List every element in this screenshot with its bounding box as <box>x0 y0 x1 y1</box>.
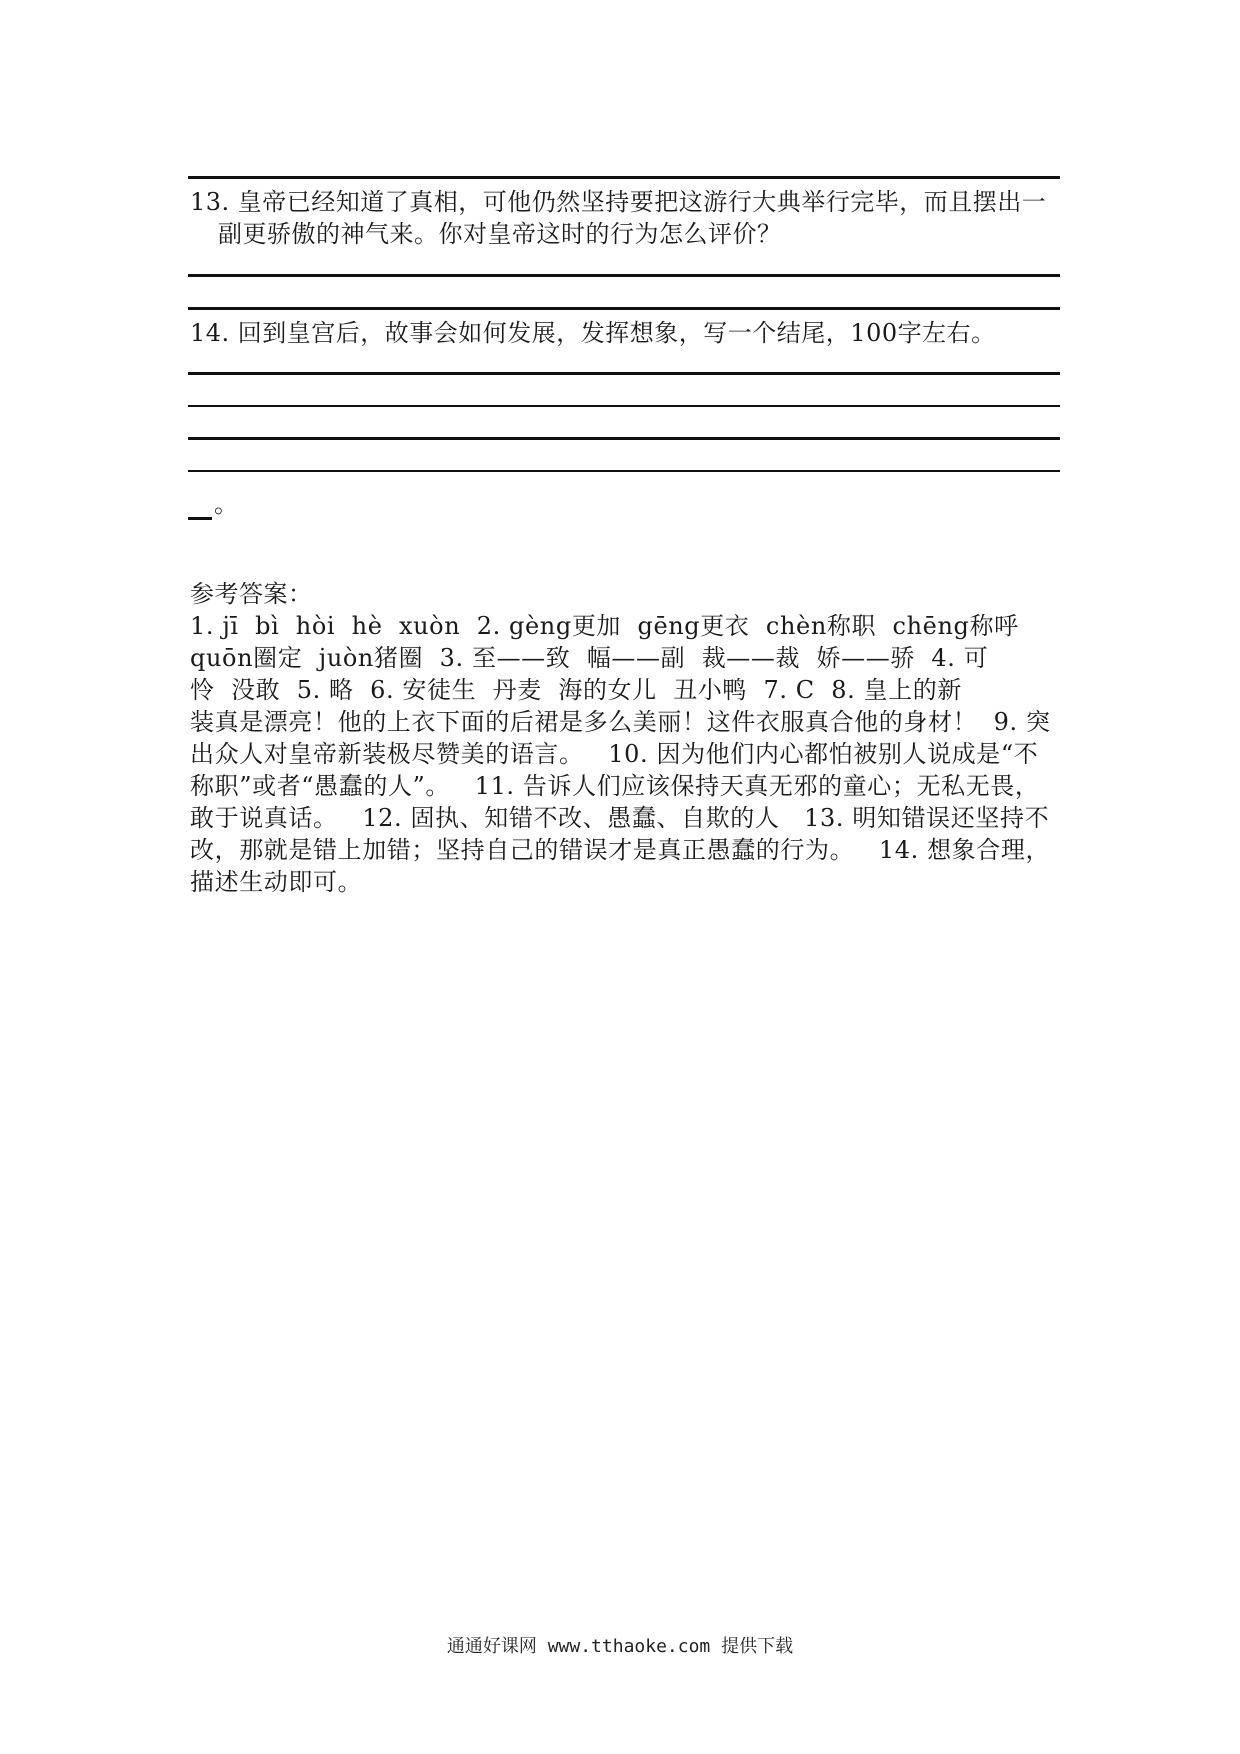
q14-answer-line-2 <box>188 405 1060 407</box>
answer-line: 敢于说真话。 12. 固执、知错不改、愚蠢、自欺的人 13. 明知错误还坚持不 <box>190 804 1050 832</box>
answer-line: 描述生动即可。 <box>190 868 363 896</box>
answer-line: 出众人对皇帝新装极尽赞美的语言。 10. 因为他们内心都怕被别人说成是“不 <box>190 740 1039 768</box>
answer-line: quōn圈定 juòn猪圈 3. 至——致 幅——副 裁——裁 娇——骄 4. 可 <box>190 644 989 672</box>
question-13-line-2: 副更骄傲的神气来。你对皇帝这时的行为怎么评价？ <box>218 220 782 248</box>
blank-stub <box>188 517 212 520</box>
answer-blank-end <box>188 488 238 520</box>
answer-line: 称职”或者“愚蠢的人”。 11. 告诉人们应该保持天真无邪的童心；无私无畏， <box>190 772 1040 800</box>
q13-top-rule <box>188 176 1060 179</box>
answer-line: 改，那就是错上加错；坚持自己的错误才是真正愚蠢的行为。 14. 想象合理， <box>190 836 1051 864</box>
page-footer: 通通好课网 www.tthaoke.com 提供下载 <box>446 1636 794 1657</box>
answer-line: 1. jī bì hòi hè xuòn 2. gèng更加 gēng更衣 chèn称职 chēng称呼 <box>190 612 1019 640</box>
q14-answer-line-3 <box>188 437 1060 440</box>
q14-answer-line-4 <box>188 470 1060 472</box>
blank-end-mark: 。 <box>214 490 238 518</box>
q13-answer-line-1 <box>188 274 1060 277</box>
answer-title: 参考答案： <box>190 580 313 608</box>
answer-line: 装真是漂亮！他的上衣下面的后裙是多么美丽！这件衣服真合他的身材！ 9. 突 <box>190 708 1051 736</box>
q14-top-rule <box>188 307 1060 310</box>
question-14-text: 14. 回到皇宫后，故事会如何发展，发挥想象，写一个结尾，100字左右。 <box>190 319 996 347</box>
question-13-line-1: 13. 皇帝已经知道了真相，可他仍然坚持要把这游行大典举行完毕，而且摆出一 <box>190 188 1047 216</box>
answer-line: 怜 没敢 5. 略 6. 安徒生 丹麦 海的女儿 丑小鸭 7. C 8. 皇上的新 <box>190 676 962 704</box>
q14-answer-line-1 <box>188 372 1060 375</box>
